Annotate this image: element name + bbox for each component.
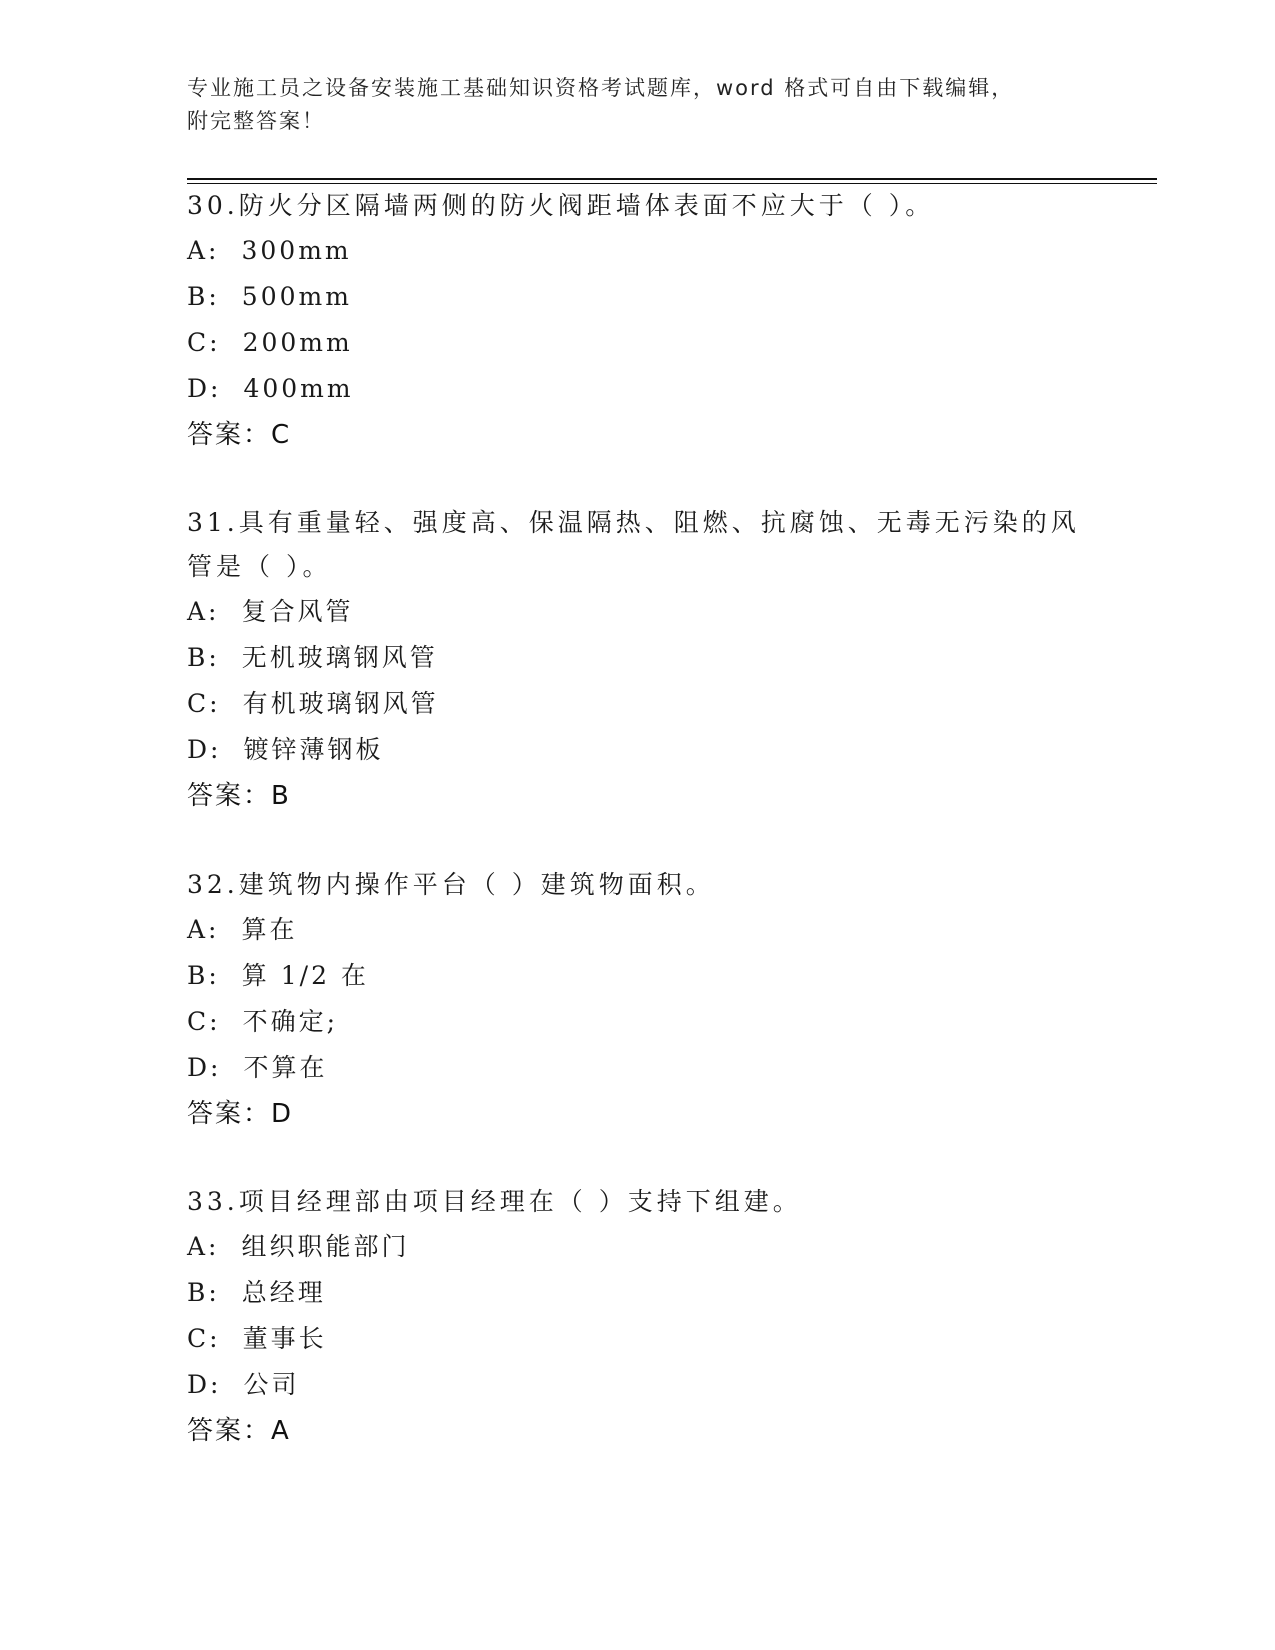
question-stem: 31.具有重量轻、强度高、保温隔热、阻燃、抗腐蚀、无毒无污染的风管是（ ）。: [187, 508, 1080, 581]
option-b: [187, 635, 1087, 681]
document-header: [187, 72, 1107, 138]
option-b: [187, 953, 1087, 999]
option-letter: B:: [187, 643, 220, 672]
question-32: [187, 863, 1087, 1137]
answer-line: 答案：B: [187, 781, 291, 811]
option-text: 200mm: [242, 328, 353, 357]
option-text: 公司: [243, 1370, 300, 1399]
question-stem: 30.防火分区隔墙两侧的防火阀距墙体表面不应大于（ ）。: [187, 191, 935, 220]
option-text: 组织职能部门: [241, 1232, 410, 1261]
option-letter: A:: [187, 236, 220, 265]
option-d: [187, 1045, 1087, 1091]
option-c: [187, 681, 1087, 727]
question-stem: 33.项目经理部由项目经理在（ ）支持下组建。: [187, 1187, 802, 1216]
option-text: 500mm: [241, 282, 352, 311]
option-letter: D:: [187, 735, 222, 764]
question-33: [187, 1180, 1087, 1454]
option-a: [187, 228, 1087, 274]
option-letter: B:: [187, 1278, 220, 1307]
option-text: 镀锌薄钢板: [243, 735, 384, 764]
option-letter: A:: [187, 597, 220, 626]
option-letter: D:: [187, 374, 222, 403]
option-text: 不算在: [243, 1053, 328, 1082]
option-b: [187, 1270, 1087, 1316]
option-text: 算在: [241, 915, 298, 944]
option-letter: C:: [187, 1324, 221, 1353]
option-text: 有机玻璃钢风管: [242, 689, 439, 718]
option-d: [187, 366, 1087, 412]
option-letter: D:: [187, 1053, 222, 1082]
question-30: [187, 184, 1087, 458]
option-letter: A:: [187, 915, 220, 944]
option-letter: C:: [187, 689, 221, 718]
option-c: [187, 320, 1087, 366]
header-line-1: 专业施工员之设备安装施工基础知识资格考试题库，word 格式可自由下载编辑，: [187, 76, 1015, 100]
option-a: [187, 589, 1087, 635]
option-text: 300mm: [241, 236, 352, 265]
option-text: 董事长: [242, 1324, 327, 1353]
answer-line: 答案：D: [187, 1099, 294, 1129]
option-text: 算 1/2 在: [241, 961, 369, 990]
option-letter: B:: [187, 961, 220, 990]
option-text: 400mm: [243, 374, 354, 403]
option-a: [187, 1224, 1087, 1270]
option-letter: B:: [187, 282, 220, 311]
option-d: [187, 727, 1087, 773]
option-text: 复合风管: [241, 597, 354, 626]
option-letter: C:: [187, 328, 221, 357]
option-letter: A:: [187, 1232, 220, 1261]
option-a: [187, 907, 1087, 953]
option-c: [187, 1316, 1087, 1362]
option-d: [187, 1362, 1087, 1408]
option-letter: D:: [187, 1370, 222, 1399]
option-letter: C:: [187, 1007, 221, 1036]
option-b: [187, 274, 1087, 320]
answer-line: 答案：A: [187, 1416, 291, 1446]
option-c: [187, 999, 1087, 1045]
header-line-2: 附完整答案！: [187, 109, 325, 133]
option-text: 无机玻璃钢风管: [241, 643, 438, 672]
question-stem: 32.建筑物内操作平台（ ）建筑物面积。: [187, 870, 715, 899]
answer-line: 答案：C: [187, 420, 292, 450]
option-text: 总经理: [241, 1278, 326, 1307]
question-31: [187, 501, 1087, 819]
header-divider-thick: [187, 178, 1157, 180]
option-text: 不确定;: [242, 1007, 338, 1036]
